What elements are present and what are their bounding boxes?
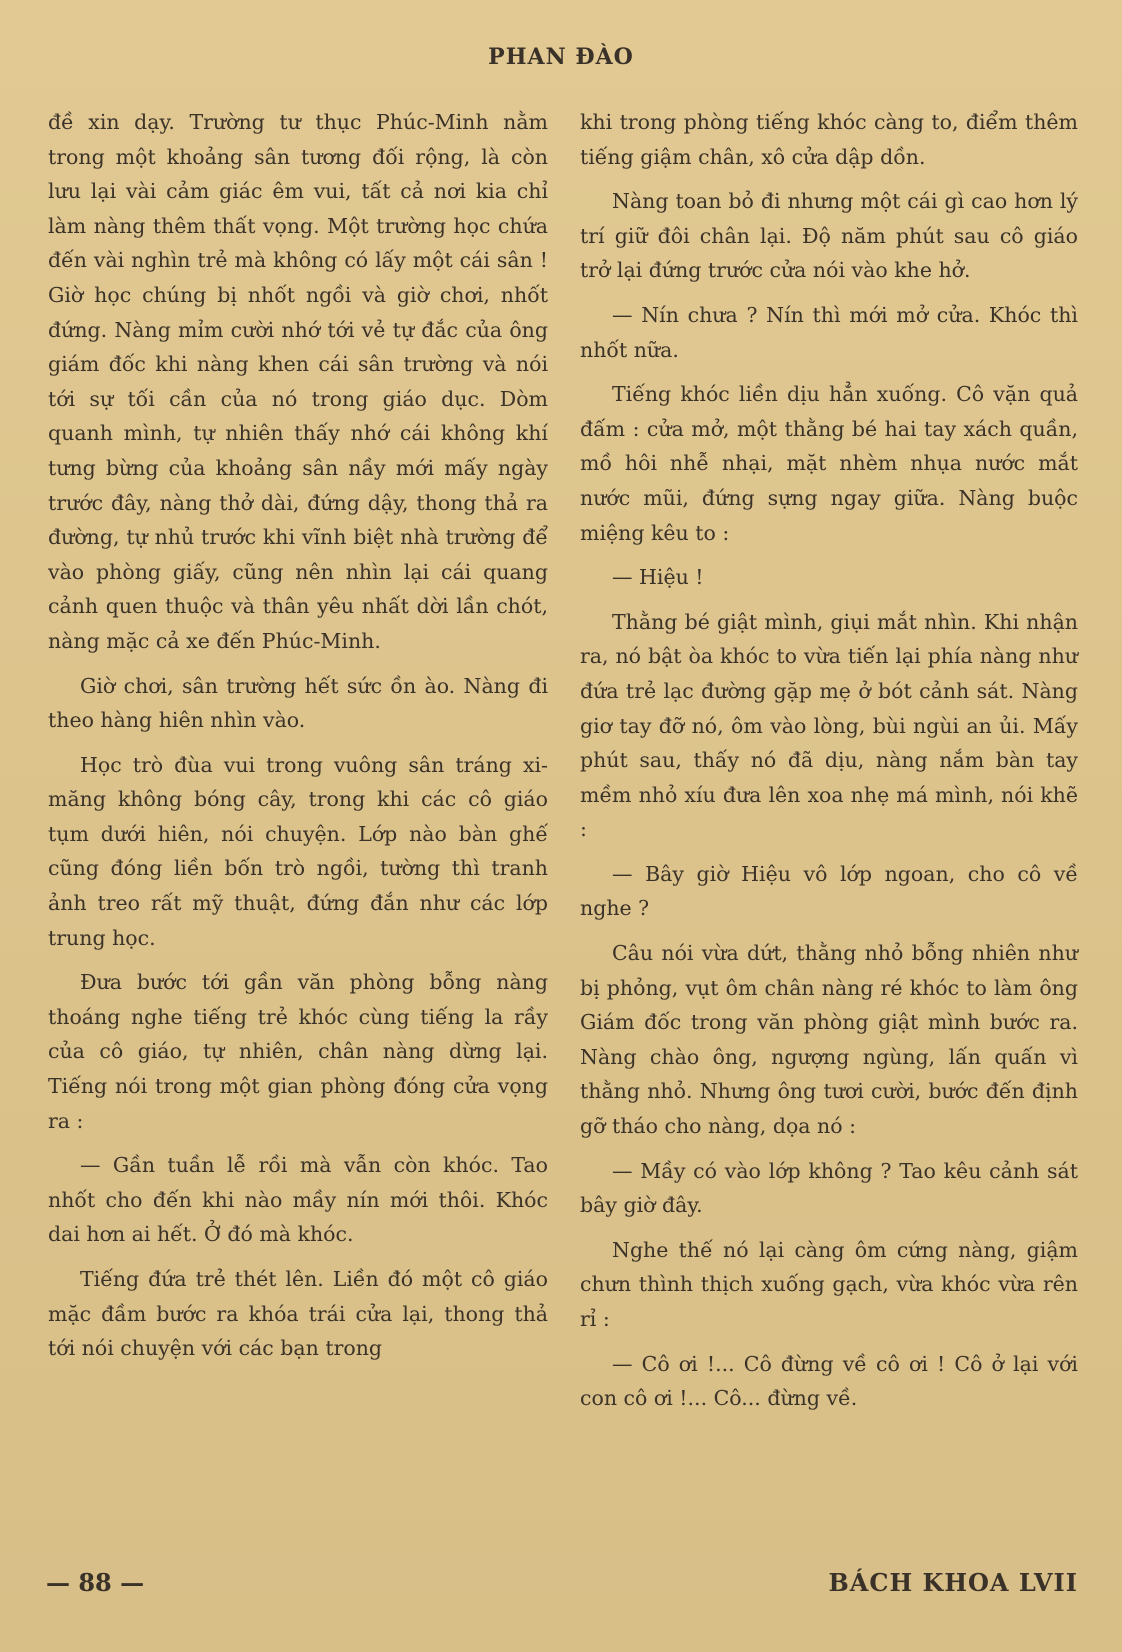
page-number: — 88 — <box>46 1568 145 1597</box>
paragraph: — Gần tuần lễ rồi mà vẫn còn khóc. Tao nhốt cho đến khi nào mầy nín mới thôi. Khóc dai hơn ai hết. Ở đó mà khóc. <box>48 1153 548 1247</box>
paragraph: — Mầy có vào lớp không ? Tao kêu cảnh sát bây giờ đây. <box>580 1158 1078 1218</box>
paragraph: — Bây giờ Hiệu vô lớp ngoan, cho cô về nghe ? <box>580 861 1078 921</box>
running-header: PHAN ĐÀO <box>488 44 634 70</box>
paragraph: đề xin dạy. Trường tư thục Phúc-Minh nằm trong một khoảng sân tương đối rộng, là còn lưu lại vài cảm giác êm vui, tất cả nơi kia chỉ làm nàng thêm thất vọng. Một trường học chứa đến vài nghìn trẻ mà không có lấy một cái sân ! Giờ học chúng bị nhốt ngồi và giờ chơi, nhốt đứng. Nàng mỉm cười nhớ tới vẻ tự đắc của ông giám đốc khi nàng khen cái sân trường và nói tới sự tối cần của nó trong giáo dục. Dòm quanh mình, tự nhiên thấy nhớ cái không khí tưng bừng của khoảng sân nầy mới mấy ngày trước đây, nàng thở dài, đứng dậy, thong thả ra đường, tự nhủ trước khi vĩnh biệt nhà trường để vào phòng giấy, cũng nên nhìn lại cái quang cảnh quen thuộc và thân yêu nhất dời lần chót, nàng mặc cả xe đến Phúc-Minh. <box>48 110 548 653</box>
right-column <box>580 105 1078 1426</box>
paragraph: Đưa bước tới gần văn phòng bỗng nàng thoáng nghe tiếng trẻ khóc cùng tiếng la rầy của cô giáo, tự nhiên, chân nàng dừng lại. Tiếng nói trong một gian phòng đóng cửa vọng ra : <box>48 970 548 1133</box>
left-column <box>48 105 548 1376</box>
paragraph: Tiếng đứa trẻ thét lên. Liền đó một cô giáo mặc đầm bước ra khóa trái cửa lại, thong thả tới nói chuyện với các bạn trong <box>48 1267 548 1361</box>
publication-title: BÁCH KHOA LVII <box>828 1568 1078 1597</box>
paragraph: Nghe thế nó lại càng ôm cứng nàng, giậm chưn thình thịch xuống gạch, vừa khóc vừa rên rỉ : <box>580 1237 1078 1331</box>
paragraph: — Nín chưa ? Nín thì mới mở cửa. Khóc thì nhốt nữa. <box>580 302 1078 362</box>
paragraph: Nàng toan bỏ đi nhưng một cái gì cao hơn lý trí giữ đôi chân lại. Độ năm phút sau cô giáo trở lại đứng trước cửa nói vào khe hở. <box>580 189 1078 283</box>
paragraph: — Hiệu ! <box>612 565 704 590</box>
paragraph: Thằng bé giật mình, giụi mắt nhìn. Khi nhận ra, nó bật òa khóc to vừa tiến lại phía nàng như đứa trẻ lạc đường gặp mẹ ở bót cảnh sát. Nàng giơ tay đỡ nó, ôm vào lòng, bùi ngùi an ủi. Mấy phút sau, thấy nó đã dịu, nàng nắm bàn tay mềm nhỏ xíu đưa lên xoa nhẹ má mình, nói khẽ : <box>580 609 1078 842</box>
paragraph: Câu nói vừa dứt, thằng nhỏ bỗng nhiên như bị phỏng, vụt ôm chân nàng ré khóc to làm ông Giám đốc trong văn phòng giật mình bước ra. Nàng chào ông, ngượng ngùng, lấn quấn vì thằng nhỏ. Nhưng ông tươi cười, bước đến định gỡ tháo cho nàng, dọa nó : <box>580 941 1078 1139</box>
paragraph: Học trò đùa vui trong vuông sân tráng xi-măng không bóng cây, trong khi các cô giáo tụm dưới hiên, nói chuyện. Lớp nào bàn ghế cũng đóng liền bốn trò ngồi, tường thì tranh ảnh treo rất mỹ thuật, đứng đắn như các lớp trung học. <box>48 752 548 950</box>
paragraph: Giờ chơi, sân trường hết sức ồn ào. Nàng đi theo hàng hiên nhìn vào. <box>48 673 548 733</box>
paragraph: Tiếng khóc liền dịu hẳn xuống. Cô vặn quả đấm : cửa mở, một thằng bé hai tay xách quần, mồ hôi nhễ nhại, mặt nhèm nhụa nước mắt nước mũi, đứng sựng ngay giữa. Nàng buộc miệng kêu to : <box>580 382 1078 545</box>
paragraph: khi trong phòng tiếng khóc càng to, điểm thêm tiếng giậm chân, xô cửa dập dồn. <box>580 110 1078 169</box>
paragraph: — Cô ơi !... Cô đừng về cô ơi ! Cô ở lại với con cô ơi !... Cô... đừng về. <box>580 1351 1078 1411</box>
